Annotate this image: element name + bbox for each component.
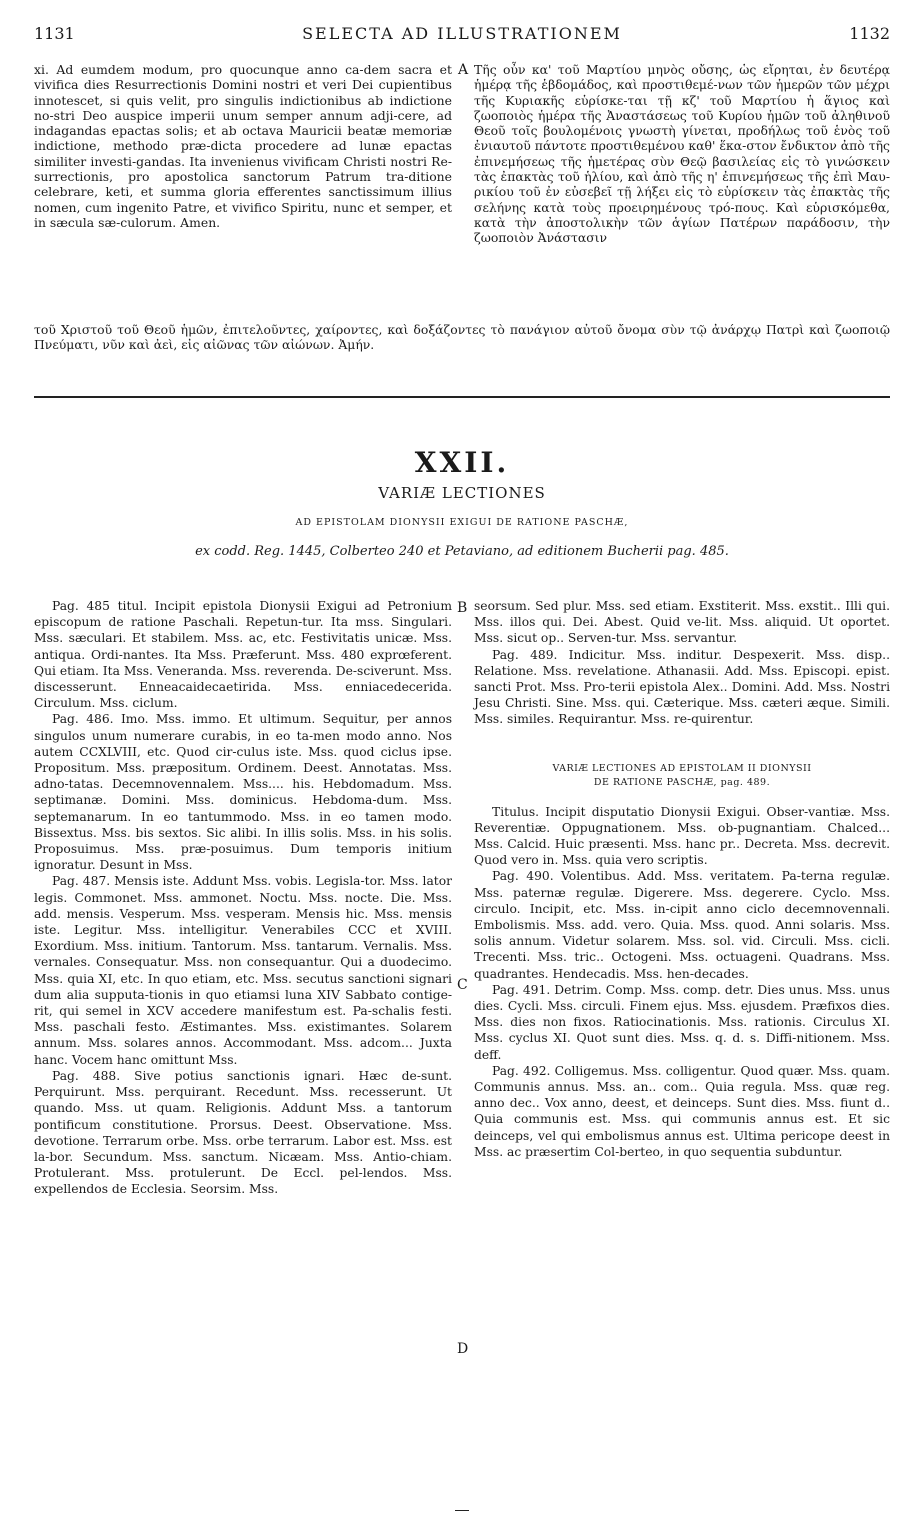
subsection-heading-line: VARIÆ LECTIONES AD EPISTOLAM II DIONYSII <box>552 762 812 774</box>
section-source: ex codd. Reg. 1445, Colberteo 240 et Petaviano, ad editionem Bucherii pag. 485. <box>195 544 729 559</box>
margin-marker-d: D <box>457 1341 469 1357</box>
variant-paragraph: Titulus. Incipit disputatio Dionysii Exigui. Obser-vantiæ. Mss. Reverentiæ. Oppugnationem. Mss. ob-pugnantiam. Chalced... Mss. Calcid. Huic præsenti. Mss. hanc pr.. Decreta. Mss. decrevit. Quod vero in. Mss. quia vero scriptis. <box>474 804 890 868</box>
variant-paragraph: Pag. 486. Imo. Mss. immo. Et ultimum. Sequitur, per annos singulos unum numerare curabis, in eo ta-men modo anno. Nos autem CCXLVIII, etc. Quod cir-culus iste. Mss. quod ciclus ipse. Propositum. Mss. præpositum. Ordinem. Deest. Annotatas. Mss. adno-tatas. Decemnovennalem. Mss.... his. Hebdomadum. Mss. septimanæ. Domini. Mss. dominicus. Hebdoma-dum. Mss. septemanarum. In eo tantummodo. Mss. in eo tamen modo. Bissextus. Mss. bis sextos. Sic alibi. In illis solis. Mss. in his solis. Proposuimus. Mss. præ-posuimus. Dum temporis initium ignoratur. Desunt in Mss. <box>34 712 452 873</box>
section-subtitle: AD EPISTOLAM DIONYSII EXIGUI DE RATIONE PASCHÆ, <box>295 517 629 528</box>
variant-paragraph: Pag. 485 titul. Incipit epistola Dionysii Exigui ad Petronium episcopum de ratione Paschali. Repetun-tur. Ita mss. Singulari. Mss. sæculari. Et stabilem. Mss. ac, etc. Festivitatis unicæ. Mss. antiqua. Ordi-nantes. Ita Mss. Præferunt. Mss. 480 exprœferent. Qui etiam. Ita Mss. Veneranda. Mss. reverenda. De-sciverunt. Mss. discesserunt. Enneacaidecaetirida. Mss. enniacedecerida. Circulum. Mss. ciclum. <box>34 599 452 711</box>
footer-dash <box>455 1510 469 1511</box>
variant-paragraph: seorsum. Sed plur. Mss. sed etiam. Exstiterit. Mss. exstit.. Illi qui. Mss. illos qui. Dei. Abest. Quid ve-lit. Mss. aliquid. Ut oportet. Mss. sicut op.. Serven-tur. Mss. servantur. <box>474 599 890 646</box>
variant-paragraph: Pag. 487. Mensis iste. Addunt Mss. vobis. Legisla-tor. Mss. lator legis. Commonet. Mss. ammonet. Noctu. Mss. nocte. Die. Mss. add. mensis. Vesperum. Mss. vesperam. Mensis hic. Mss. mensis iste. Legitur. Mss. intelligitur. Venerabiles CCC et XVIII. Exordium. Mss. initium. Tantorum. Mss. tantarum. Vernalis. Mss. vernales. Consequatur. Mss. non consequantur. Qui a duodecimo. Mss. quia XI, etc. In quo etiam, etc. Mss. secutus sanctioni signari dum alia supputa-tionis in quo etiamsi luna XIV Sabbato contige-rit, qui semel in XCV accedere manifestum est. Pa-schalis festi. Mss. paschali festo. Æstimantes. Mss. existimantes. Solarem annum. Mss. solares annos. Accommodant. Mss. adcom... Juxta hanc. Vocem hanc omittunt Mss. <box>34 874 452 1067</box>
running-title: SELECTA AD ILLUSTRATIONEM <box>302 24 622 43</box>
page-number-left: 1131 <box>34 24 75 43</box>
section-title: VARIÆ LECTIONES <box>378 484 546 502</box>
left-column <box>34 598 452 1198</box>
variant-paragraph: Pag. 491. Detrim. Comp. Mss. comp. detr. Dies unus. Mss. unus dies. Cycli. Mss. circuli. Finem ejus. Mss. ejusdem. Præfixos dies. Mss. dies non fixos. Ratiocinationis. Mss. rationis. Circulus XI. Mss. cyclus XI. Quot sunt dies. Mss. q. d. s. Diffi-nitionem. Mss. deff. <box>474 982 890 1062</box>
page-number-right: 1132 <box>849 24 890 43</box>
margin-marker-b: B <box>457 600 468 616</box>
variant-paragraph: Pag. 488. Sive potius sanctionis ignari. Hæc de-sunt. Perquirunt. Mss. perquirant. Recedunt. Mss. recesserunt. Ut quando. Mss. ut quam. Religionis. Addunt Mss. a tantorum pontificum constitutione. Prorsus. Deest. Observatione. Mss. devotione. Terrarum orbe. Mss. orbe terrarum. Labor est. Mss. est la-bor. Secundum. Mss. sanctum. Nicæam. Mss. Antio-chiam. Protulerant. Mss. protulerunt. De Eccl. pel-lendos. Mss. expellendos de Ecclesia. Seorsim. Mss. <box>34 1068 452 1197</box>
right-column <box>474 598 890 1160</box>
greek-text-top: Τῆς οὖν κα' τοῦ Μαρτίου μηνὸς οὔσης, ὡς εἴρηται, ἐν δευτέρᾳ ἡμέρᾳ τῆς ἑβδομάδος, καὶ προστιθεμέ-νων τῶν ἡμερῶν τῶν μέχρι τῆς Κυριακῆς εὑρίσκε-ται τῇ κζ' τοῦ Μαρτίου ἡ ἅγιος καὶ ζωοποιὸς ἡμέρα τῆς Ἀναστάσεως τοῦ Κυρίου ἡμῶν τοῦ ἀληθινοῦ Θεοῦ τοῖς βουλομένοις γνωστὴ γίνεται, προδήλως τοῦ ἑνὸς τοῦ ἐνιαυτοῦ πάντοτε προστιθεμένου καθ' ἕκα-στον ἔνδικτον ἀπὸ τῆς ἐπινεμήσεως τῆς ἡμετέρας σὺν Θεῷ βασιλείας εἰς τὸ γινώσκειν τὰς ἐπακτὰς τοῦ ἡλίου, καὶ ἀπὸ τῆς η' ἐπινεμήσεως τῆς ἐπὶ Μαυ-ρικίου τοῦ ἐν εὐσεβεῖ τῇ λήξει εἰς τὸ εὑρίσκειν τὰς ἐπακτὰς τῆς σελήνης κατὰ τοὺς προειρημένους τρό-πους. Καὶ εὑρισκόμεθα, κατὰ τὴν ἀποστολικὴν τῶν ἁγίων Πατέρων παράδοσιν, τὴν ζωοποιὸν Ἀνάστασιν <box>474 62 890 246</box>
variant-paragraph: Pag. 490. Volentibus. Add. Mss. veritatem. Pa-terna regulæ. Mss. paternæ regulæ. Digerere. Mss. degerere. Cyclo. Mss. circulo. Incipit, etc. Mss. in-cipit anno ciclo decemnovennali. Embolismis. Mss. add. vero. Quia. Mss. quod. Anni solaris. Mss. solis annum. Videtur solarem. Mss. sol. vid. Circuli. Mss. cicli. Trecenti. Mss. tric.. Octogeni. Mss. octuageni. Quadrans. Mss. quadrantes. Hendecadis. Mss. hen-decades. <box>474 869 890 981</box>
margin-marker-a: A <box>458 62 469 78</box>
margin-marker-c: C <box>457 977 468 993</box>
greek-text-continuation: τοῦ Χριστοῦ τοῦ Θεοῦ ἡμῶν, ἐπιτελοῦντες, χαίροντες, καὶ δοξάζοντες τὸ πανάγιον αὐτοῦ ὄνομα σὺν τῷ ἀνάρχῳ Πατρὶ καὶ ζωοποιῷ Πνεύματι, νῦν καὶ ἀεὶ, εἰς αἰῶνας τῶν αἰώνων. Ἀμήν. <box>34 322 890 353</box>
subsection-heading-line: DE RATIONE PASCHÆ, pag. 489. <box>593 776 771 788</box>
latin-text-top: xi. Ad eumdem modum, pro quocunque anno ca-dem sacra et vivifica dies Resurrectionis Domini nostri et veri Dei cupientibus innotescet, si quis velit, pro singulis indictionibus ab indictione no-stri Deo auspice imperii unum semper annum adji-cere, ad indagandas epactas solis; et ab octava Mauricii beatæ memoriæ indictione, methodo præ-dicta procedere ad lunæ epactas similiter investi-gandas. Ita invenienus vivificam Christi nostri Re-surrectionis, pro apostolica sanctorum Patrum tra-ditione celebrare, keti, et summa gloria efferentes sanctissimum illius nomen, cum ingenito Patre, et vivifico Spiritu, nunc et semper, et in sæcula sæ-culorum. Amen. <box>34 62 452 230</box>
section-number: XXII. <box>414 446 510 479</box>
subsection-heading <box>474 762 890 790</box>
variant-paragraph: Pag. 489. Indicitur. Mss. inditur. Despexerit. Mss. disp.. Relatione. Mss. revelatione. Athanasii. Add. Mss. Episcopi. epist. sancti Prot. Mss. Pro-terii epistola Alex.. Domini. Add. Mss. Nostri Jesu Christi. Sine. Mss. qui. Cæterique. Mss. cæteri æque. Simili. Mss. similes. Requirantur. Mss. re-quirentur. <box>474 647 890 727</box>
running-header <box>34 24 890 48</box>
section-divider <box>34 396 890 398</box>
variant-paragraph: Pag. 492. Colligemus. Mss. colligentur. Quod quær. Mss. quam. Communis annus. Mss. an.. com.. Quia regula. Mss. quæ reg. anno dec.. Vox anno, deest, et deinceps. Sunt dies. Mss. fiunt d.. Quia communis est. Mss. qui communis annus est. Et sic deinceps, vel qui embolismus annus est. Ultima pericope deest in Mss. ac præsertim Col-berteo, in quo sequentia subduntur. <box>474 1063 890 1159</box>
